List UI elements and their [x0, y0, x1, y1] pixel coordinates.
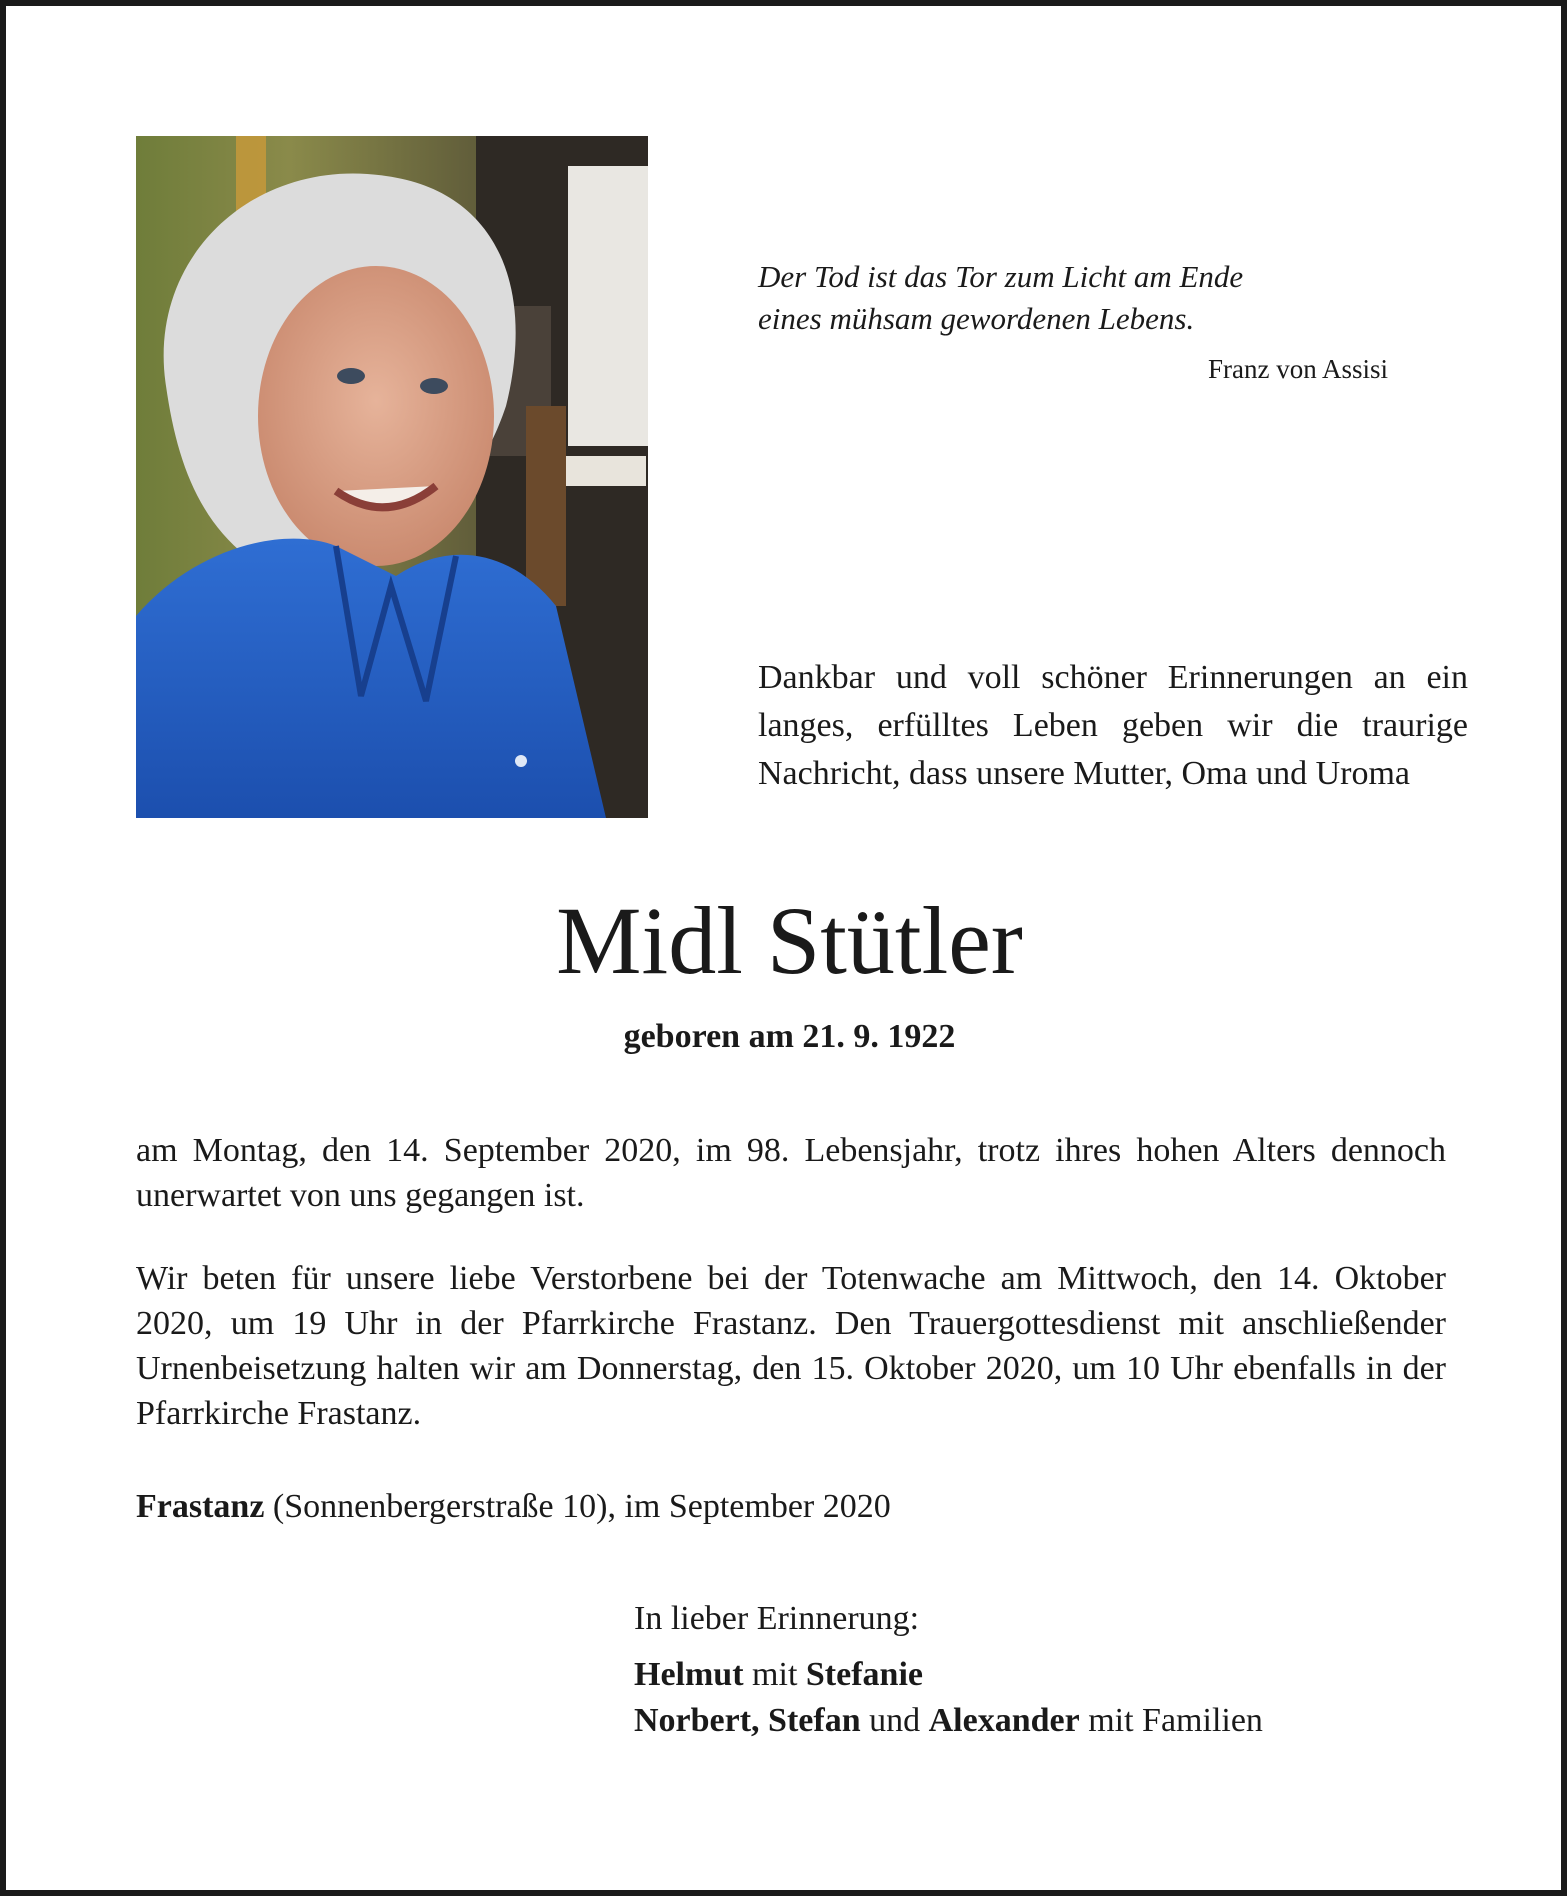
quote-line-2: eines mühsam gewordenen Lebens.	[758, 301, 1195, 336]
signature-heading: In lieber Erinnerung:	[634, 1600, 920, 1637]
portrait-photo	[136, 136, 648, 818]
death-announcement: am Montag, den 14. September 2020, im 98. Lebensjahr, trotz ihres hohen Alters dennoch unerwartet von uns gegangen ist.	[136, 1132, 1446, 1214]
signer-conjunction: und	[860, 1702, 929, 1739]
place-date	[136, 1484, 1446, 1529]
quote	[758, 256, 1398, 340]
signer-name: Helmut	[634, 1656, 744, 1693]
place-town: Frastanz	[136, 1488, 265, 1525]
signer-conjunction: mit	[743, 1656, 806, 1693]
signer-name: Norbert, Stefan	[634, 1702, 861, 1739]
signature-line-1	[634, 1652, 1454, 1698]
signature-block	[634, 1596, 1454, 1744]
signer-suffix: mit Familien	[1079, 1702, 1263, 1739]
signature-line-2	[634, 1698, 1454, 1744]
service-details: Wir beten für unsere liebe Verstorbene bei der Totenwache am Mittwoch, den 14. Oktober 2020, um 19 Uhr in der Pfarrkirche Frastanz. Den Trauergottesdienst mit anschließender Urnenbeisetzung halten wir am Donnerstag, den 15. Oktober 2020, um 10 Uhr ebenfalls in der Pfarrkirche Frastanz.	[136, 1260, 1446, 1432]
intro-text: Dankbar und voll schöner Erinnerungen an ein langes, erfülltes Leben geben wir die traurige Nachricht, dass unsere Mutter, Oma und Uroma	[758, 659, 1468, 792]
quote-line-1: Der Tod ist das Tor zum Licht am Ende	[758, 259, 1244, 294]
deceased-name: Midl Stütler	[556, 887, 1023, 994]
signer-name: Alexander	[928, 1702, 1080, 1739]
quote-author: Franz von Assisi	[1207, 354, 1388, 384]
signer-name: Stefanie	[805, 1656, 923, 1693]
birth-date: geboren am 21. 9. 1922	[623, 1018, 956, 1055]
place-rest: (Sonnenbergerstraße 10), im September 2020	[264, 1488, 891, 1525]
